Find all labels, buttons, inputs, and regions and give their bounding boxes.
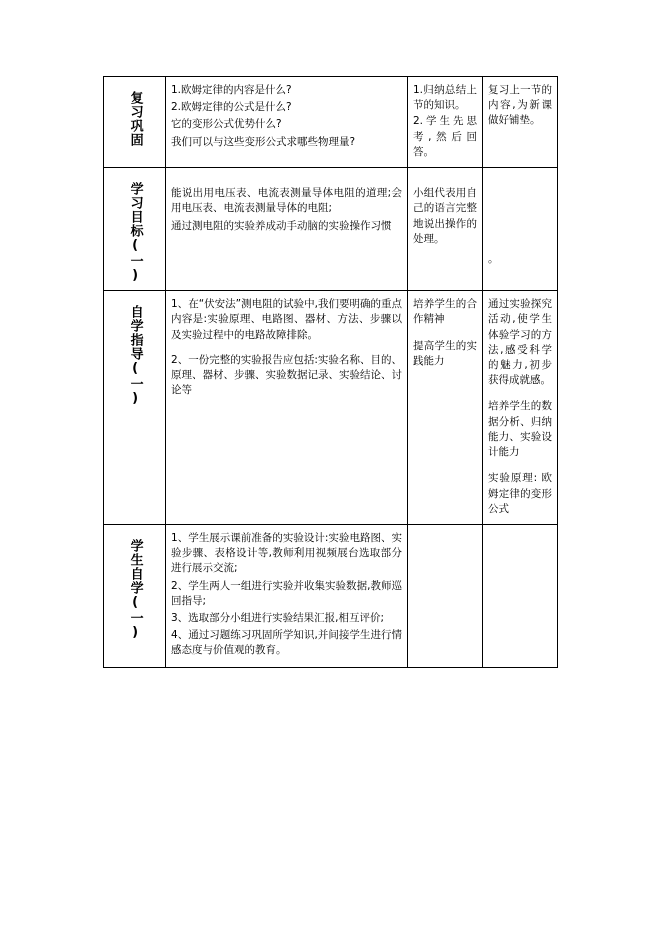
stage-label-cell bbox=[104, 168, 166, 291]
design-cell bbox=[483, 524, 558, 667]
content-line: 1.欧姆定律的内容是什么? bbox=[171, 84, 292, 96]
method-line: 提高学生的实践能力 bbox=[413, 339, 477, 367]
design-line: 实验原理: 欧姆定律的变形公式 bbox=[488, 472, 552, 515]
method-line: 小组代表用自己的语言完整地说出操作的处理。 bbox=[413, 187, 477, 245]
content-line: 通过测电阻的实验养成动手动脑的实验操作习惯 bbox=[171, 219, 392, 232]
content-cell bbox=[166, 524, 408, 667]
content-line: 2、一份完整的实验报告应包括:实验名称、目的、原理、器材、步骤、实验数据记录、实验结论、讨论等 bbox=[171, 353, 402, 397]
table-row bbox=[104, 77, 558, 168]
table-row bbox=[104, 524, 558, 667]
method-line: 2.学生先思考,然后回答。 bbox=[413, 115, 477, 158]
method-cell bbox=[408, 291, 483, 525]
design-line: 培养学生的数据分析、归纳能力、实验设计能力 bbox=[488, 400, 552, 459]
content-line: 4、通过习题练习巩固所学知识,并间接学生进行情感态度与价值观的教育。 bbox=[171, 629, 402, 657]
stage-label: 自学指导(一) bbox=[127, 305, 143, 408]
method-line: 1.归纳总结上节的知识。 bbox=[413, 84, 477, 112]
method-cell bbox=[408, 524, 483, 667]
design-cell bbox=[483, 168, 558, 291]
design-line: 复习上一节的内容,为新课做好铺垫。 bbox=[488, 84, 552, 127]
stage-label: 学生自学(一) bbox=[127, 538, 143, 641]
design-line: 。 bbox=[488, 253, 499, 266]
method-cell bbox=[408, 168, 483, 291]
stage-label: 复习巩固 bbox=[127, 91, 143, 147]
content-line: 它的变形公式优势什么? bbox=[171, 118, 282, 131]
content-cell bbox=[166, 291, 408, 525]
table-row bbox=[104, 168, 558, 291]
design-cell bbox=[483, 77, 558, 168]
content-line: 能说出用电压表、电流表测量导体电阻的道理;会用电压表、电流表测量导体的电阻; bbox=[171, 187, 402, 215]
method-cell bbox=[408, 77, 483, 168]
content-cell bbox=[166, 168, 408, 291]
content-line: 1、学生展示课前准备的实验设计:实验电路图、实验步骤、表格设计等,教师利用视频展台选取部分进行展示交流; bbox=[171, 531, 402, 575]
design-line: 通过实验探究活动,使学生体验学习的方法,感受科学的魅力,初步获得成就感。 bbox=[488, 298, 552, 387]
stage-label-cell bbox=[104, 524, 166, 667]
method-line: 培养学生的合作精神 bbox=[413, 298, 477, 326]
table-row bbox=[104, 291, 558, 525]
content-cell bbox=[166, 77, 408, 168]
design-cell bbox=[483, 291, 558, 525]
content-line: 我们可以与这些变形公式求哪些物理量? bbox=[171, 135, 356, 148]
stage-label-cell bbox=[104, 77, 166, 168]
stage-label-cell bbox=[104, 291, 166, 525]
stage-label: 学习目标(一) bbox=[127, 182, 143, 285]
content-line: 1、在“伏安法”测电阻的试验中,我们要明确的重点内容是:实验原理、电路图、器材、方法、步骤以及实验过程中的电路故障排除。 bbox=[171, 298, 402, 341]
lesson-plan-table bbox=[103, 76, 558, 668]
content-line: 3、选取部分小组进行实验结果汇报,相互评价; bbox=[171, 612, 385, 625]
content-line: 2.欧姆定律的公式是什么? bbox=[171, 101, 292, 114]
content-line: 2、学生两人一组进行实验并收集实验数据,教师巡回指导; bbox=[171, 579, 402, 607]
